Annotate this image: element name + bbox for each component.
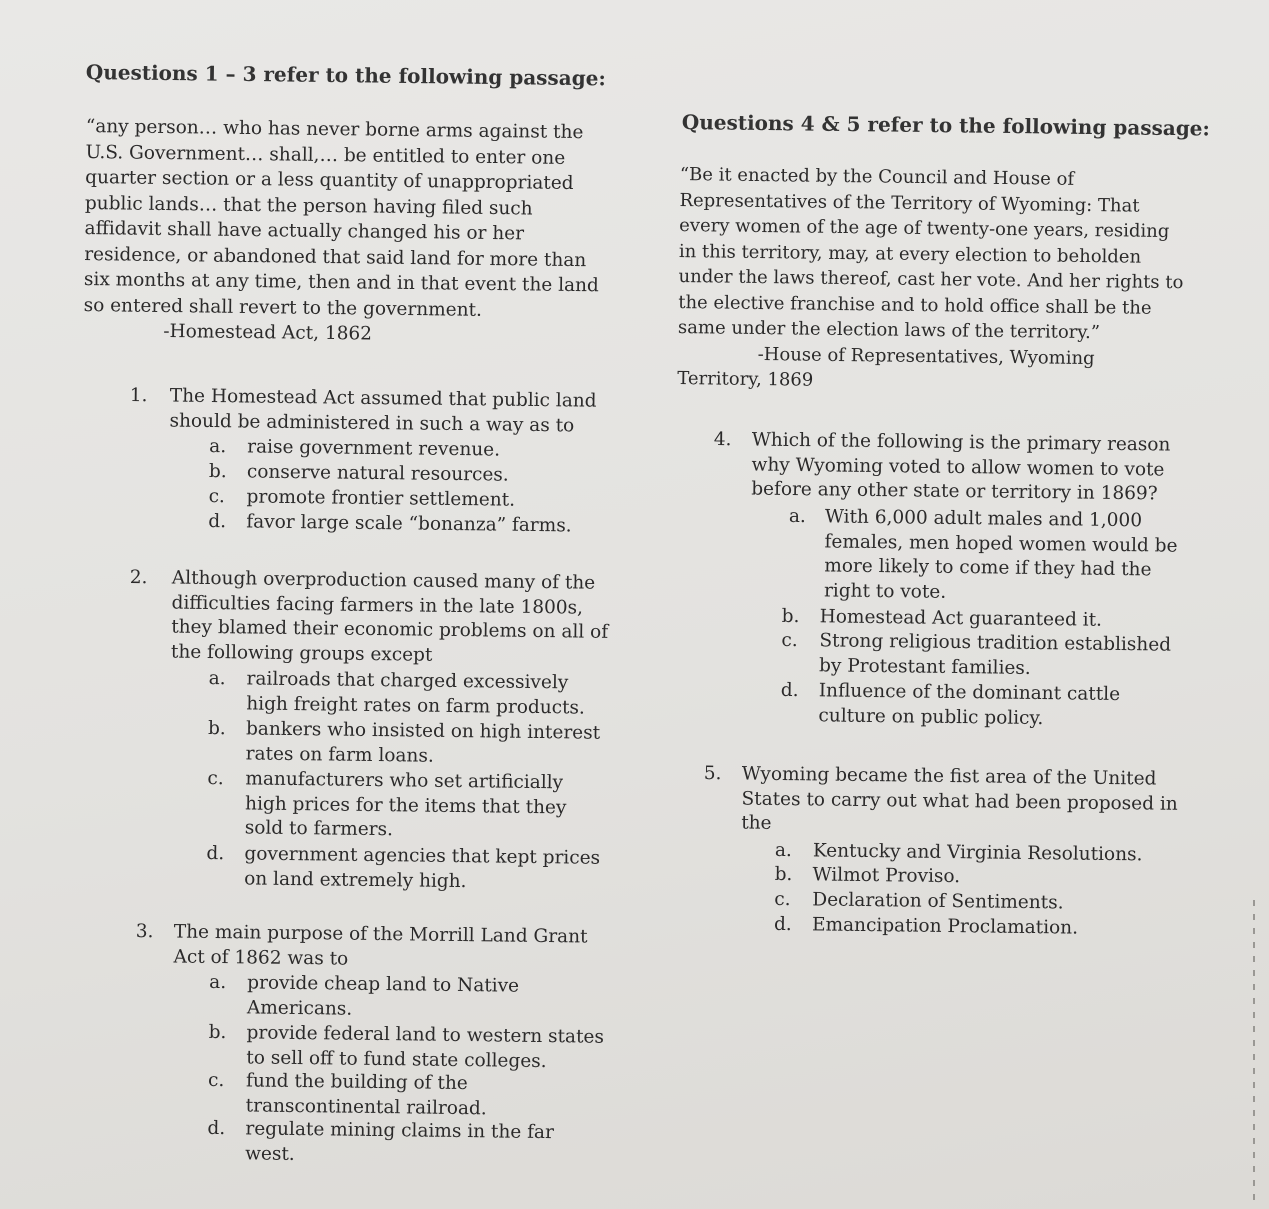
stem-line: Act of 1862 was to <box>173 945 349 970</box>
option-letter: b. <box>208 460 227 483</box>
homestead-passage <box>83 114 601 350</box>
passage-line: six months at any time, then and in that event the land <box>83 268 599 297</box>
option-text: on land extremely high. <box>244 867 467 892</box>
stem-line: the following groups except <box>170 641 433 666</box>
question-5 <box>702 762 1194 958</box>
passage-line: in this territory, may, at every election to beholden <box>678 240 1142 268</box>
option-text: high prices for the items that they <box>244 792 567 818</box>
passage-line: so entered shall revert to the government. <box>83 294 483 321</box>
left-heading: Questions 1 – 3 refer to the following passage: <box>85 60 606 91</box>
option-text: rates on farm loans. <box>245 742 434 767</box>
passage-line: “any person… who has never borne arms against the <box>85 115 584 144</box>
question-stem <box>171 567 609 670</box>
passage-line: U.S. Government… shall,… be entitled to enter one <box>85 141 566 169</box>
option-letter: a. <box>788 505 806 528</box>
question-number: 2. <box>129 566 148 589</box>
option-letter: a. <box>209 435 227 458</box>
option-text: Homestead Act guaranteed it. <box>819 606 1103 631</box>
question-number: 1. <box>129 384 148 407</box>
stem-line: Which of the following is the primary reason <box>751 429 1171 456</box>
option-text: With 6,000 adult males and 1,000 <box>824 506 1143 532</box>
question-number: 4. <box>713 428 732 451</box>
passage-attribution: Territory, 1869 <box>677 367 814 391</box>
passage-line: quarter section or a less quantity of unappropriated <box>85 166 574 194</box>
option-text: Americans. <box>246 996 353 1020</box>
passage-attribution: -House of Representatives, Wyoming <box>757 343 1095 369</box>
question-stem <box>169 384 596 438</box>
stem-line: why Wyoming voted to allow women to vote <box>751 453 1165 481</box>
wyoming-passage <box>677 162 1185 398</box>
option-text: manufacturers who set artificially <box>245 768 564 794</box>
passage-line: under the laws thereof, cast her vote. And her rights to <box>678 265 1184 294</box>
option-text: Strong religious tradition established <box>819 630 1172 656</box>
option-letter: a. <box>209 971 227 994</box>
option-letter: c. <box>774 888 791 911</box>
stem-line: Wyoming became the fist area of the United <box>741 763 1157 790</box>
option-text: provide federal land to western states <box>246 1022 605 1048</box>
option-text: conserve natural resources. <box>246 461 509 486</box>
option-text: west. <box>245 1142 295 1165</box>
stem-line: Although overproduction caused many of the <box>171 567 596 594</box>
option-text: Influence of the dominant cattle <box>818 680 1121 705</box>
passage-line: every women of the age of twenty-one years, residing <box>679 214 1170 242</box>
passage-line: “Be it enacted by the Council and House of <box>679 163 1075 190</box>
passage-attribution: -Homestead Act, 1862 <box>163 320 373 345</box>
option-letter: d. <box>208 510 227 533</box>
option-letter: a. <box>774 839 792 862</box>
passage-line: public lands… that the person having filed such <box>84 192 533 219</box>
option-letter: c. <box>208 485 226 508</box>
option-text: government agencies that kept prices <box>244 843 601 869</box>
option-text: sold to farmers. <box>244 817 394 841</box>
option-letter: c. <box>207 767 224 790</box>
stem-line: difficulties facing farmers in the late 1800s, <box>171 592 584 619</box>
option-letter: b. <box>781 605 800 628</box>
option-text: raise government revenue. <box>247 436 501 461</box>
passage-line: Representatives of the Territory of Wyoming: That <box>679 189 1140 217</box>
option-letter: c. <box>781 629 798 652</box>
option-text: promote frontier settlement. <box>246 486 516 511</box>
option-text: fund the building of the <box>245 1070 468 1095</box>
screen-edge-dashes <box>1253 900 1255 1200</box>
question-stem <box>173 920 587 974</box>
option-letter: d. <box>206 842 225 865</box>
option-letter: b. <box>207 717 226 740</box>
stem-line: should be administered in such a way as to <box>169 409 575 436</box>
option-text: right to vote. <box>823 579 947 603</box>
option-text: favor large scale “bonanza” farms. <box>246 511 572 537</box>
option-text: transcontinental railroad. <box>245 1094 487 1119</box>
option-text: to sell off to fund state colleges. <box>246 1046 547 1072</box>
option-text: by Protestant families. <box>818 654 1031 679</box>
option-text: high freight rates on farm products. <box>246 692 585 719</box>
question-number: 3. <box>135 920 154 943</box>
option-text: regulate mining claims in the far <box>245 1118 555 1144</box>
passage-line: same under the election laws of the territory.” <box>677 316 1101 344</box>
option-letter: d. <box>773 913 792 936</box>
question-number: 5. <box>703 762 722 785</box>
option-text: Kentucky and Virginia Resolutions. <box>812 840 1143 866</box>
option-text: bankers who insisted on high interest <box>245 718 601 744</box>
question-2 <box>126 566 610 902</box>
question-4 <box>710 428 1194 744</box>
option-text: more likely to come if they had the <box>824 555 1152 581</box>
question-stem <box>741 762 1178 841</box>
passage-line: residence, or abandoned that said land for more than <box>84 243 587 271</box>
option-text: Wilmot Proviso. <box>812 864 961 888</box>
stem-line: the <box>741 812 772 834</box>
passage-line: affidavit shall have actually changed his or her <box>84 217 525 245</box>
stem-line: The Homestead Act assumed that public land <box>169 385 597 412</box>
question-1 <box>128 384 600 550</box>
option-letter: a. <box>208 667 226 690</box>
stem-line: States to carry out what had been proposed in <box>741 787 1178 815</box>
option-text: provide cheap land to Native <box>247 972 520 997</box>
option-letter: d. <box>780 679 799 702</box>
stem-line: they blamed their economic problems on all of <box>171 616 609 643</box>
option-letter: d. <box>207 1117 226 1140</box>
stem-line: The main purpose of the Morrill Land Grant <box>173 921 588 948</box>
option-letter: b. <box>774 863 793 886</box>
option-text: females, men hoped women would be <box>824 530 1178 557</box>
passage-line: the elective franchise and to hold office shall be the <box>678 291 1152 319</box>
option-text: Emancipation Proclamation. <box>811 914 1079 939</box>
option-text: Declaration of Sentiments. <box>812 889 1064 914</box>
option-text: culture on public policy. <box>818 704 1044 729</box>
right-heading: Questions 4 & 5 refer to the following passage: <box>681 110 1211 141</box>
stem-line: before any other state or territory in 1869? <box>751 478 1158 505</box>
question-stem <box>751 428 1170 507</box>
question-3 <box>133 920 606 1176</box>
option-text: railroads that charged excessively <box>246 668 569 694</box>
option-letter: c. <box>207 1069 225 1092</box>
option-letter: b. <box>208 1021 227 1044</box>
